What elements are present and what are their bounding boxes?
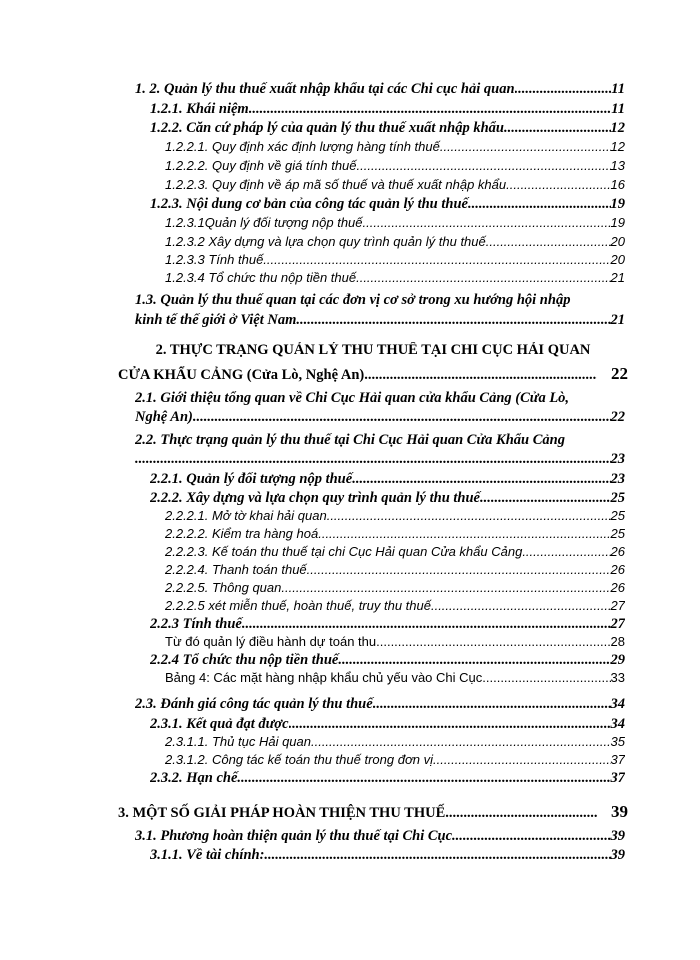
toc-page: 13 [610,158,625,173]
toc-leader [357,158,611,173]
toc-entry-1-2-3-2[interactable] [0,234,700,254]
toc-leader [296,312,610,329]
toc-page: 23 [610,471,625,487]
toc-page: 11 [611,101,625,117]
toc-title: 1.2.3.2 Xây dựng và lựa chọn quy trình quản lý thu thuế [165,234,486,249]
toc-leader [264,847,610,864]
toc-page: 20 [610,234,625,249]
toc-entry-1-2-3-4[interactable] [0,270,700,290]
toc-entry-chapter-2[interactable] [0,342,700,386]
toc-entry-2-3-1[interactable] [0,716,700,736]
toc-leader [431,598,611,613]
toc-title: 2.2.2.4. Thanh toán thuế [165,562,307,577]
toc-entry-2-2-4[interactable] [0,652,700,672]
toc-entry-2-3-1-1[interactable] [0,734,700,754]
toc-leader [522,544,610,559]
toc-title: 3.1. Phương hoàn thiện quản lý thu thuế tại Chi Cục [135,828,453,844]
toc-title: 1.2.3.3 Tính thuế [165,252,264,267]
toc-title: 2.3.1. Kết quả đạt được [150,716,289,732]
toc-entry-chapter-3[interactable] [0,802,700,824]
toc-entry-1-2-2-2[interactable] [0,158,700,178]
toc-page: 12 [610,120,625,136]
toc-entry-2-2[interactable] [0,432,700,474]
toc-page: 11 [611,81,625,97]
toc-page: 35 [610,734,625,749]
toc-leader [468,196,611,213]
toc-title: 1.2.3.1Quản lý đối tượng nộp thuế [165,215,363,230]
toc-entry-2-1[interactable] [0,390,700,430]
toc-page: 37 [610,752,625,767]
toc-page: 39 [610,847,625,863]
toc-title: 1.2.3.4 Tổ chức thu nộp tiền thuế [165,270,357,285]
toc-page: 34 [610,716,625,732]
toc-title: 2.3. Đánh giá công tác quản lý thu thuế [135,696,373,712]
toc-entry-2-2-2-4[interactable] [0,562,700,582]
toc-entry-2-2-2-1[interactable] [0,508,700,528]
toc-page: 33 [610,670,625,685]
toc-leader [515,81,612,98]
toc-page: 25 [610,508,625,523]
toc-entry-1-2-2-1[interactable] [0,139,700,159]
toc-leader [376,634,610,649]
toc-page: 25 [610,526,625,541]
toc-page: 27 [610,616,625,632]
toc-leader [281,580,610,595]
toc-page: 29 [610,652,625,668]
toc-title: 3. MỘT SỐ GIẢI PHÁP HOÀN THIỆN THU THUẾ [118,805,446,821]
toc-title: 1.3. Quản lý thu thuế quan tại các đơn vị cơ sở trong xu hướng hội nhập [135,292,571,308]
toc-leader [364,367,597,384]
toc-page: 39 [610,828,625,844]
toc-leader [263,252,610,267]
toc-leader [242,616,611,633]
toc-page: 19 [610,215,625,230]
toc-leader [356,270,610,285]
toc-leader [373,696,611,713]
toc-entry-1-2-2[interactable] [0,120,700,140]
toc-title: 1. 2. Quản lý thu thuế xuất nhập khẩu tại các Chi cục hải quan [135,81,515,97]
toc-entry-1-2[interactable] [0,81,700,101]
toc-page: 39 [611,802,628,821]
toc-leader [318,526,610,541]
toc-page: 16 [610,177,625,192]
toc-title: 2.2.2.2. Kiểm tra hàng hoá [165,526,319,541]
toc-entry-1-2-3[interactable] [0,196,700,216]
toc-title-cont: CỬA KHẨU CẢNG (Cửa Lò, Nghệ An) [118,367,365,383]
toc-page: 37 [610,770,625,786]
toc-page: 12 [610,139,625,154]
toc-entry-2-2-2-5[interactable] [0,580,700,600]
toc-page: 26 [610,562,625,577]
toc-leader [445,805,597,822]
toc-entry-1-2-2-3[interactable] [0,177,700,197]
toc-title: 2.2. Thực trạng quản lý thu thuế tại Chi Cục Hải quan Cửa Khẩu Cảng [135,432,565,448]
toc-entry-2-3-2[interactable] [0,770,700,790]
toc-page: 20 [610,252,625,267]
toc-title: 2.2.3 Tính thuế [150,616,242,632]
toc-entry-du-toan[interactable] [0,634,700,654]
toc-entry-1-2-1[interactable] [0,101,700,121]
toc-entry-2-2-2-5b[interactable] [0,598,700,618]
toc-entry-3-1[interactable] [0,828,700,848]
toc-leader [311,734,611,749]
toc-title: 2.3.1.1. Thủ tục Hải quan [165,734,311,749]
toc-leader [327,508,611,523]
toc-entry-2-3[interactable] [0,696,700,716]
toc-entry-1-2-3-1[interactable] [0,215,700,235]
toc-leader [452,828,610,845]
toc-page: 21 [610,270,625,285]
toc-page: 22 [610,409,625,425]
toc-title: 2.2.2.5 xét miễn thuế, hoàn thuế, truy thu thuế [165,598,431,613]
toc-page: 28 [610,634,625,649]
toc-title: Từ đó quản lý điều hành dự toán thu [165,634,377,649]
toc-title: 2.3.2. Hạn chế [150,770,238,786]
toc-leader [289,716,611,733]
toc-page: 26 [610,544,625,559]
toc-entry-2-2-3[interactable] [0,616,700,636]
toc-entry-2-2-2-3[interactable] [0,544,700,564]
toc-title: 1.2.1. Khái niệm [150,101,249,117]
toc-entry-2-2-1[interactable] [0,471,700,491]
toc-leader [486,234,611,249]
toc-title: 1.2.3. Nội dung cơ bản của công tác quản lý thu thuế [150,196,468,212]
toc-title: 2.2.2.1. Mở tờ khai hải quan [165,508,327,523]
toc-entry-3-1-1[interactable] [0,847,700,867]
toc-leader [307,562,611,577]
toc-title: 1.2.2.2. Quy định về giá tính thuế [165,158,357,173]
toc-title-cont: Nghệ An) [135,409,193,425]
toc-leader [440,139,611,154]
toc-title: 2.2.1. Quản lý đối tượng nộp thuế [150,471,353,487]
toc-title: 2.1. Giới thiệu tổng quan về Chi Cục Hải quan cửa khẩu Cảng (Cửa Lò, [135,390,570,406]
toc-title: 2. THỰC TRẠNG QUẢN LÝ THU THUẾ TẠI CHI CỤC HẢI QUAN [155,342,591,358]
toc-leader [433,752,610,767]
toc-page: 21 [610,312,625,328]
toc-leader [506,177,610,192]
toc-title: 1.2.2.1. Quy định xác định lượng hàng tính thuế [165,139,440,154]
toc-entry-2-3-1-2[interactable] [0,752,700,772]
toc-page: 19 [610,196,625,212]
toc-page: 25 [610,490,625,506]
toc-entry-1-2-3-3[interactable] [0,252,700,272]
toc-leader [482,670,610,685]
toc-title: 3.1.1. Về tài chính: [150,847,265,863]
toc-entry-2-2-2-2[interactable] [0,526,700,546]
toc-leader [135,451,611,468]
toc-title: 2.3.1.2. Công tác kế toán thu thuế trong đơn vị [165,752,434,767]
toc-title: 1.2.2. Căn cứ pháp lý của quản lý thu thuế xuất nhập khẩu [150,120,504,136]
toc-title: Bảng 4: Các mặt hàng nhập khẩu chủ yếu vào Chi Cục [165,670,483,685]
toc-leader [352,471,610,488]
toc-page: 26 [610,580,625,595]
toc-leader [504,120,611,137]
toc-title: 1.2.2.3. Quy định về áp mã số thuế và thuế xuất nhập khẩu [165,177,507,192]
toc-leader [363,215,611,230]
toc-page: 27 [610,598,625,613]
toc-leader [237,770,610,787]
toc-title: 2.2.4 Tổ chức thu nộp tiền thuế [150,652,339,668]
toc-leader [480,490,611,507]
toc-page: 22 [611,364,628,383]
toc-entry-1-3[interactable] [0,292,700,332]
toc-title-cont: kinh tế thế giới ở Việt Nam [135,312,297,328]
toc-page: 34 [610,696,625,712]
toc-title: 2.2.2. Xây dựng và lựa chọn quy trình quản lý thu thuế [150,490,480,506]
toc-leader [338,652,610,669]
toc-leader [193,409,611,426]
toc-page: 23 [610,451,625,467]
toc-leader [249,101,612,118]
toc-title: 2.2.2.3. Kế toán thu thuế tại chi Cục Hải quan Cửa khẩu Cảng [165,544,523,559]
toc-entry-bang-4[interactable] [0,670,700,690]
toc-entry-2-2-2[interactable] [0,490,700,510]
toc-title: 2.2.2.5. Thông quan [165,580,282,595]
